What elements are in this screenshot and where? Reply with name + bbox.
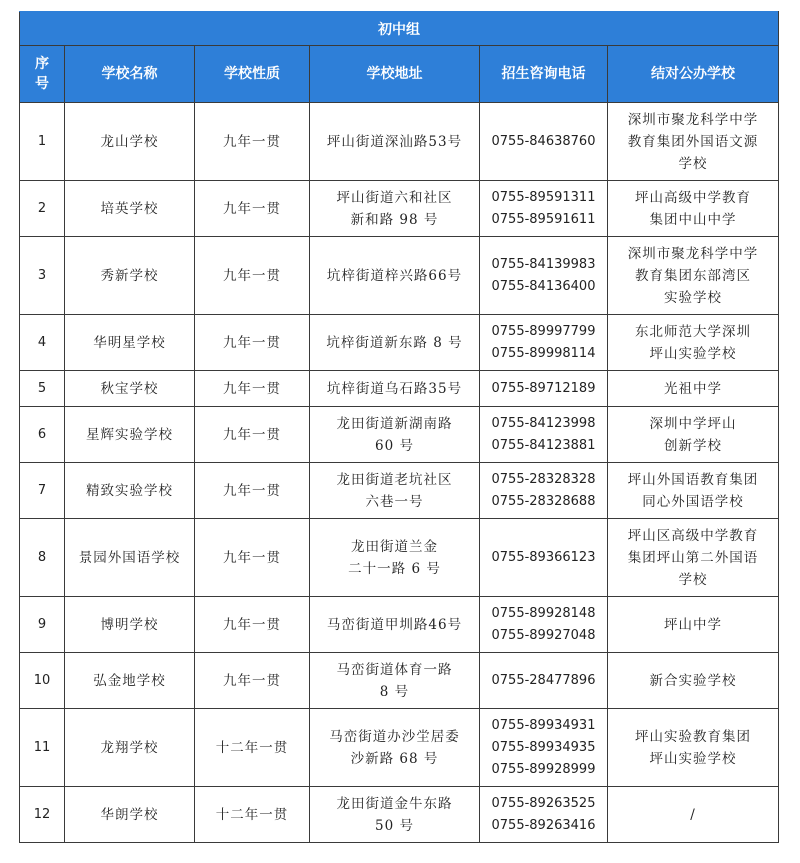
header-no-char-1: 序 [35, 56, 49, 72]
cell-address [310, 709, 480, 787]
cell-partner-school-line: 同心外国语学校 [642, 493, 744, 510]
cell-school-nature: 九年一贯 [195, 315, 310, 371]
header-school-address: 学校地址 [310, 46, 480, 103]
cell-phone [480, 371, 608, 407]
cell-partner-school [608, 315, 779, 371]
cell-phone [480, 407, 608, 463]
cell-partner-school [608, 371, 779, 407]
cell-partner-school-line: 坪山中学 [664, 616, 722, 633]
cell-phone [480, 709, 608, 787]
cell-no: 4 [20, 315, 65, 371]
cell-school-name: 华朗学校 [65, 787, 195, 843]
cell-partner-school [608, 181, 779, 237]
cell-no: 12 [20, 787, 65, 843]
cell-phone-line: 0755-28328688 [491, 493, 596, 509]
cell-address [310, 103, 480, 181]
cell-partner-school-line: 坪山外国语教育集团 [627, 471, 759, 488]
cell-phone-line: 0755-89591611 [491, 211, 596, 227]
cell-partner-school-line: 东北师范大学深圳 [635, 323, 751, 340]
cell-address [310, 407, 480, 463]
table-row [20, 597, 779, 653]
cell-partner-school-line: 坪山高级中学教育 [635, 189, 751, 206]
cell-school-name: 博明学校 [65, 597, 195, 653]
cell-phone-line: 0755-89928148 [491, 605, 596, 621]
header-phone: 招生咨询电话 [480, 46, 608, 103]
table-body [20, 103, 779, 843]
cell-partner-school-line: 创新学校 [664, 437, 722, 454]
cell-school-name: 弘金地学校 [65, 653, 195, 709]
cell-address-line: 坑梓街道乌石路35号 [326, 380, 463, 397]
header-no-char-2: 号 [35, 76, 49, 92]
cell-partner-school-line: 新合实验学校 [649, 672, 737, 689]
cell-partner-school [608, 519, 779, 597]
table-row [20, 371, 779, 407]
cell-partner-school-line: 集团中山中学 [649, 211, 737, 228]
cell-address [310, 463, 480, 519]
school-table [19, 11, 779, 843]
cell-address-line: 马峦街道甲圳路46号 [326, 616, 463, 633]
cell-no: 8 [20, 519, 65, 597]
cell-partner-school-line: 深圳市聚龙科学中学 [627, 245, 759, 262]
cell-phone-line: 0755-89927048 [491, 627, 596, 643]
cell-address [310, 237, 480, 315]
table-row [20, 103, 779, 181]
cell-phone [480, 463, 608, 519]
cell-no: 3 [20, 237, 65, 315]
cell-address-line: 60 号 [375, 437, 414, 454]
school-table-container [19, 11, 778, 843]
cell-phone-line: 0755-28477896 [491, 672, 596, 688]
cell-phone-line: 0755-89263416 [491, 817, 596, 833]
cell-phone-line: 0755-89934935 [491, 739, 596, 755]
header-school-name: 学校名称 [65, 46, 195, 103]
cell-school-nature: 九年一贯 [195, 653, 310, 709]
cell-school-name: 龙翔学校 [65, 709, 195, 787]
cell-address-line: 沙新路 68 号 [350, 750, 439, 767]
cell-address-line: 坑梓街道新东路 8 号 [326, 334, 463, 351]
cell-address [310, 315, 480, 371]
cell-no: 5 [20, 371, 65, 407]
table-row [20, 315, 779, 371]
cell-phone-line: 0755-89366123 [491, 549, 596, 565]
cell-partner-school [608, 463, 779, 519]
cell-address [310, 787, 480, 843]
header-row [20, 46, 779, 103]
cell-partner-school-line: 坪山实验学校 [649, 345, 737, 362]
cell-partner-school-line: / [690, 806, 696, 823]
cell-partner-school-line: 集团坪山第二外国语 [627, 549, 759, 566]
table-row [20, 407, 779, 463]
cell-address-line: 马峦街道体育一路 [336, 661, 453, 678]
cell-address [310, 597, 480, 653]
cell-school-name: 景园外国语学校 [65, 519, 195, 597]
cell-phone [480, 597, 608, 653]
cell-address-line: 六巷一号 [365, 493, 424, 510]
cell-address-line: 龙田街道兰金 [351, 538, 438, 555]
cell-no: 6 [20, 407, 65, 463]
cell-partner-school [608, 597, 779, 653]
cell-partner-school [608, 787, 779, 843]
title-row [20, 12, 779, 46]
cell-address-line: 坑梓街道梓兴路66号 [326, 267, 463, 284]
cell-no: 1 [20, 103, 65, 181]
cell-partner-school-line: 教育集团东部湾区 [635, 267, 751, 284]
cell-phone-line: 0755-89934931 [491, 717, 596, 733]
cell-address-line: 龙田街道老坑社区 [336, 471, 453, 488]
cell-school-nature: 九年一贯 [195, 597, 310, 653]
cell-phone-line: 0755-89928999 [491, 761, 596, 777]
cell-partner-school [608, 653, 779, 709]
cell-partner-school-line: 学校 [678, 571, 708, 588]
cell-school-nature: 九年一贯 [195, 519, 310, 597]
table-row [20, 463, 779, 519]
cell-school-nature: 十二年一贯 [195, 787, 310, 843]
cell-school-nature: 九年一贯 [195, 371, 310, 407]
header-partner-school: 结对公办学校 [608, 46, 779, 103]
cell-partner-school [608, 103, 779, 181]
cell-phone-line: 0755-84139983 [491, 256, 596, 272]
cell-school-name: 培英学校 [65, 181, 195, 237]
cell-address-line: 马峦街道办沙坣居委 [329, 728, 460, 745]
cell-phone-line: 0755-89998114 [491, 345, 596, 361]
table-row [20, 653, 779, 709]
cell-phone [480, 519, 608, 597]
cell-no: 2 [20, 181, 65, 237]
cell-phone-line: 0755-28328328 [491, 471, 596, 487]
cell-address-line: 8 号 [379, 683, 410, 700]
table-row [20, 709, 779, 787]
cell-phone-line: 0755-84638760 [491, 133, 596, 149]
cell-partner-school-line: 深圳市聚龙科学中学 [627, 111, 759, 128]
cell-partner-school-line: 坪山区高级中学教育 [627, 527, 759, 544]
cell-school-nature: 九年一贯 [195, 463, 310, 519]
cell-partner-school-line: 教育集团外国语文源 [627, 133, 759, 150]
cell-phone-line: 0755-89997799 [491, 323, 596, 339]
cell-phone [480, 787, 608, 843]
cell-phone-line: 0755-84136400 [491, 278, 596, 294]
cell-no: 7 [20, 463, 65, 519]
cell-partner-school-line: 坪山实验教育集团 [635, 728, 751, 745]
cell-partner-school [608, 407, 779, 463]
cell-no: 10 [20, 653, 65, 709]
cell-address-line: 50 号 [375, 817, 414, 834]
cell-partner-school-line: 学校 [678, 155, 708, 172]
cell-address-line: 龙田街道金牛东路 [336, 795, 453, 812]
cell-phone [480, 653, 608, 709]
cell-address-line: 坪山街道六和社区 [336, 189, 453, 206]
cell-phone [480, 237, 608, 315]
cell-school-name: 华明星学校 [65, 315, 195, 371]
cell-school-name: 精致实验学校 [65, 463, 195, 519]
cell-address [310, 519, 480, 597]
table-row [20, 787, 779, 843]
cell-school-name: 秀新学校 [65, 237, 195, 315]
table-title: 初中组 [20, 12, 779, 46]
cell-partner-school [608, 237, 779, 315]
cell-school-name: 星辉实验学校 [65, 407, 195, 463]
table-row [20, 519, 779, 597]
cell-address-line: 新和路 98 号 [350, 211, 439, 228]
cell-phone-line: 0755-89263525 [491, 795, 596, 811]
cell-address [310, 653, 480, 709]
cell-no: 9 [20, 597, 65, 653]
cell-address [310, 181, 480, 237]
cell-address-line: 二十一路 6 号 [348, 560, 441, 577]
cell-address [310, 371, 480, 407]
cell-no: 11 [20, 709, 65, 787]
cell-phone-line: 0755-89591311 [491, 189, 596, 205]
cell-partner-school-line: 实验学校 [664, 289, 722, 306]
cell-school-nature: 九年一贯 [195, 407, 310, 463]
table-row [20, 237, 779, 315]
cell-school-name: 龙山学校 [65, 103, 195, 181]
header-no [20, 46, 65, 103]
cell-address-line: 坪山街道深汕路53号 [326, 133, 463, 150]
cell-school-nature: 九年一贯 [195, 181, 310, 237]
cell-phone [480, 315, 608, 371]
cell-phone-line: 0755-84123881 [491, 437, 596, 453]
cell-school-nature: 九年一贯 [195, 103, 310, 181]
cell-address-line: 龙田街道新湖南路 [336, 415, 453, 432]
cell-school-nature: 九年一贯 [195, 237, 310, 315]
cell-partner-school [608, 709, 779, 787]
cell-phone [480, 181, 608, 237]
cell-phone-line: 0755-84123998 [491, 415, 596, 431]
cell-partner-school-line: 坪山实验学校 [649, 750, 737, 767]
cell-school-name: 秋宝学校 [65, 371, 195, 407]
cell-phone-line: 0755-89712189 [491, 380, 596, 396]
cell-partner-school-line: 光祖中学 [664, 380, 722, 397]
cell-phone [480, 103, 608, 181]
table-row [20, 181, 779, 237]
header-school-nature: 学校性质 [195, 46, 310, 103]
cell-partner-school-line: 深圳中学坪山 [649, 415, 737, 432]
cell-school-nature: 十二年一贯 [195, 709, 310, 787]
